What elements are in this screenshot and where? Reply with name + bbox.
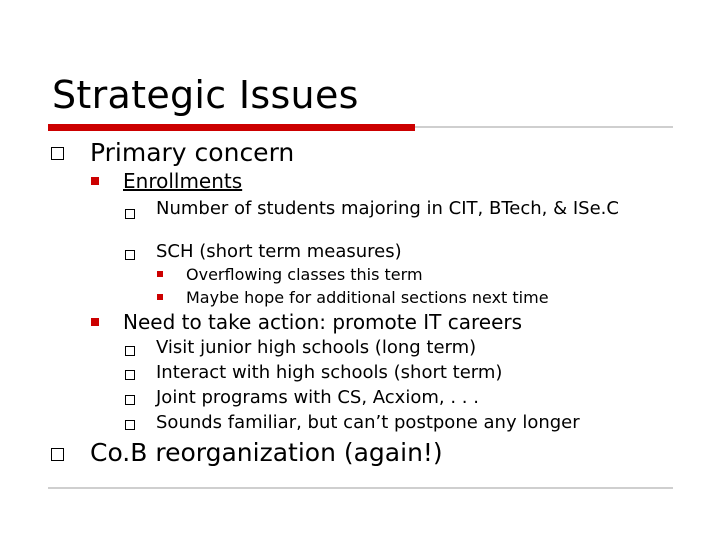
bullet-interact-high-schools: Interact with high schools (short term) bbox=[156, 362, 503, 383]
title-underline-accent bbox=[48, 124, 415, 131]
hollow-square-bullet-icon bbox=[125, 420, 135, 430]
bullet-primary-concern: Primary concern bbox=[90, 138, 295, 167]
bullet-joint-programs: Joint programs with CS, Acxiom, . . . bbox=[156, 387, 479, 408]
bullet-sounds-familiar: Sounds familiar, but can’t postpone any longer bbox=[156, 412, 580, 433]
bullet-maybe-hope: Maybe hope for additional sections next time bbox=[186, 288, 549, 307]
bullet-sch: SCH (short term measures) bbox=[156, 241, 402, 262]
bullet-enrollments[interactable]: Enrollments bbox=[123, 169, 243, 193]
hollow-square-bullet-icon bbox=[125, 209, 135, 219]
hollow-square-bullet-icon bbox=[125, 370, 135, 380]
hollow-square-bullet-icon bbox=[125, 346, 135, 356]
filled-square-bullet-icon bbox=[91, 177, 99, 185]
title-underline-rule bbox=[415, 126, 673, 128]
bullet-number-of-students: Number of students majoring in CIT, BTech, & ISe.C bbox=[156, 198, 619, 219]
hollow-square-bullet-icon bbox=[51, 448, 64, 461]
filled-square-bullet-icon bbox=[91, 318, 99, 326]
filled-square-bullet-icon bbox=[157, 294, 163, 300]
hollow-square-bullet-icon bbox=[125, 250, 135, 260]
slide-title: Strategic Issues bbox=[52, 73, 359, 117]
bullet-need-to-take-action: Need to take action: promote IT careers bbox=[123, 310, 523, 334]
hollow-square-bullet-icon bbox=[51, 147, 64, 160]
bullet-overflowing-classes: Overflowing classes this term bbox=[186, 265, 423, 284]
bullet-cob-reorganization: Co.B reorganization (again!) bbox=[90, 438, 443, 467]
filled-square-bullet-icon bbox=[157, 271, 163, 277]
footer-rule bbox=[48, 487, 673, 489]
bullet-visit-junior-high: Visit junior high schools (long term) bbox=[156, 337, 477, 358]
hollow-square-bullet-icon bbox=[125, 395, 135, 405]
